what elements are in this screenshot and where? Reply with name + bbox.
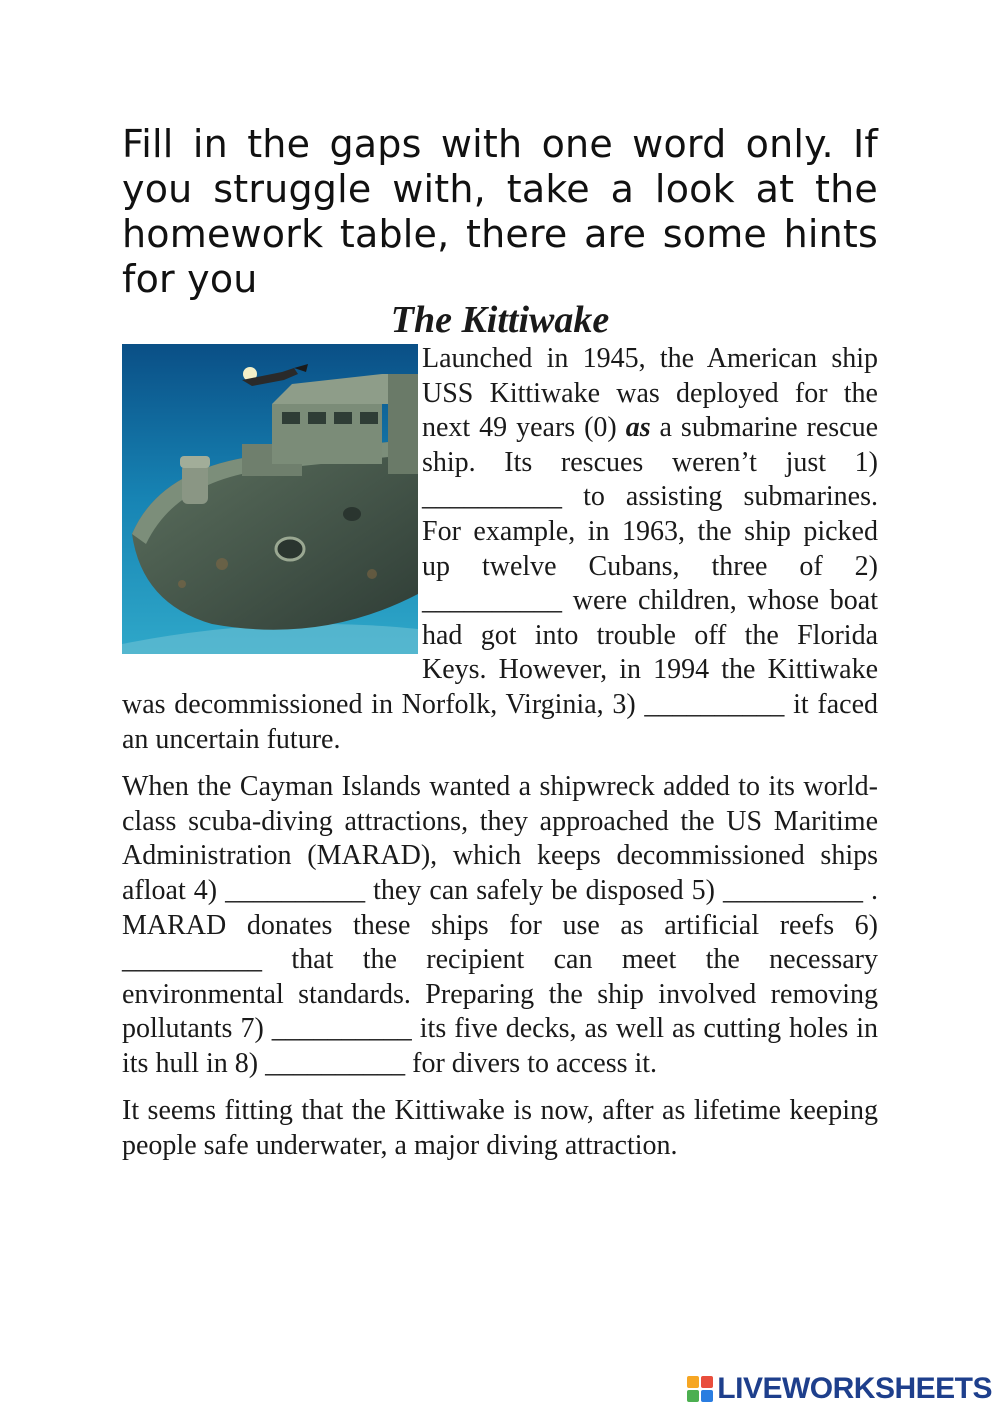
gap-8[interactable]: __________ [265,1047,406,1079]
gap-5[interactable]: __________ [722,874,863,906]
paragraph-1-text-a: Launched in 1945, the American ship USS Kittiwake was deployed for the next 49 years (0) [422,343,878,444]
gap-2[interactable]: __________ [422,585,562,617]
gap-3[interactable]: __________ [644,688,785,720]
liveworksheets-logo-text: LIVEWORKSHEETS [717,1372,992,1405]
gap-7[interactable]: __________ [271,1013,412,1045]
paragraph-1-text-e: it faced an uncertain future. [122,688,879,755]
example-answer: as [625,412,651,444]
paragraph-2-text-a: When the Cayman Islands wanted a shipwreck added to its world-class scuba-diving attractions, they approached the US Maritime Administration (MARAD), which keeps decommissioned ships afloat 4) [122,771,878,906]
article-title: The Kittiwake [390,299,610,341]
paragraph-2-text-c: . MARAD donates these ships for use as artificial reefs 6) [122,874,879,941]
paragraph-2-text-b: they can safely be disposed 5) [365,874,723,906]
article-body [122,342,878,1177]
liveworksheets-logo-icon [687,1376,713,1402]
paragraph-1-text-d: were children, whose boat had got into trouble off the Florida Keys. However, in 1994 the Kittiwake was decommissioned in Norfolk, Virginia, 3) [122,585,878,720]
liveworksheets-logo [687,1369,992,1409]
paragraph-2-text-f: for divers to access it. [405,1047,658,1079]
paragraph-2-text-e: its five decks, as well as cutting holes in its hull in 8) [122,1013,878,1079]
paragraph-2-text-d: that the recipient can meet the necessary environmental standards. Preparing the ship involved removing pollutants 7) [122,944,878,1045]
gap-4[interactable]: __________ [225,874,366,906]
gap-6[interactable]: __________ [122,944,262,976]
shipwreck-photo [122,344,418,654]
instructions: Fill in the gaps with one word only. If you struggle with, take a look at the homework table, there are some hints for you [122,122,878,301]
paragraph-3: It seems fitting that the Kittiwake is now, after as lifetime keeping people safe underwater, a major diving attraction. [122,1095,878,1162]
paragraph-2 [122,770,878,1081]
gap-1[interactable]: __________ [422,481,562,513]
paragraph-1-text-b: a submarine rescue ship. Its rescues weren’t just 1) [422,412,878,478]
paragraph-1-text-c: to assisting submarines. For example, in 1963, the ship picked up twelve Cubans, three of 2) [422,481,878,582]
